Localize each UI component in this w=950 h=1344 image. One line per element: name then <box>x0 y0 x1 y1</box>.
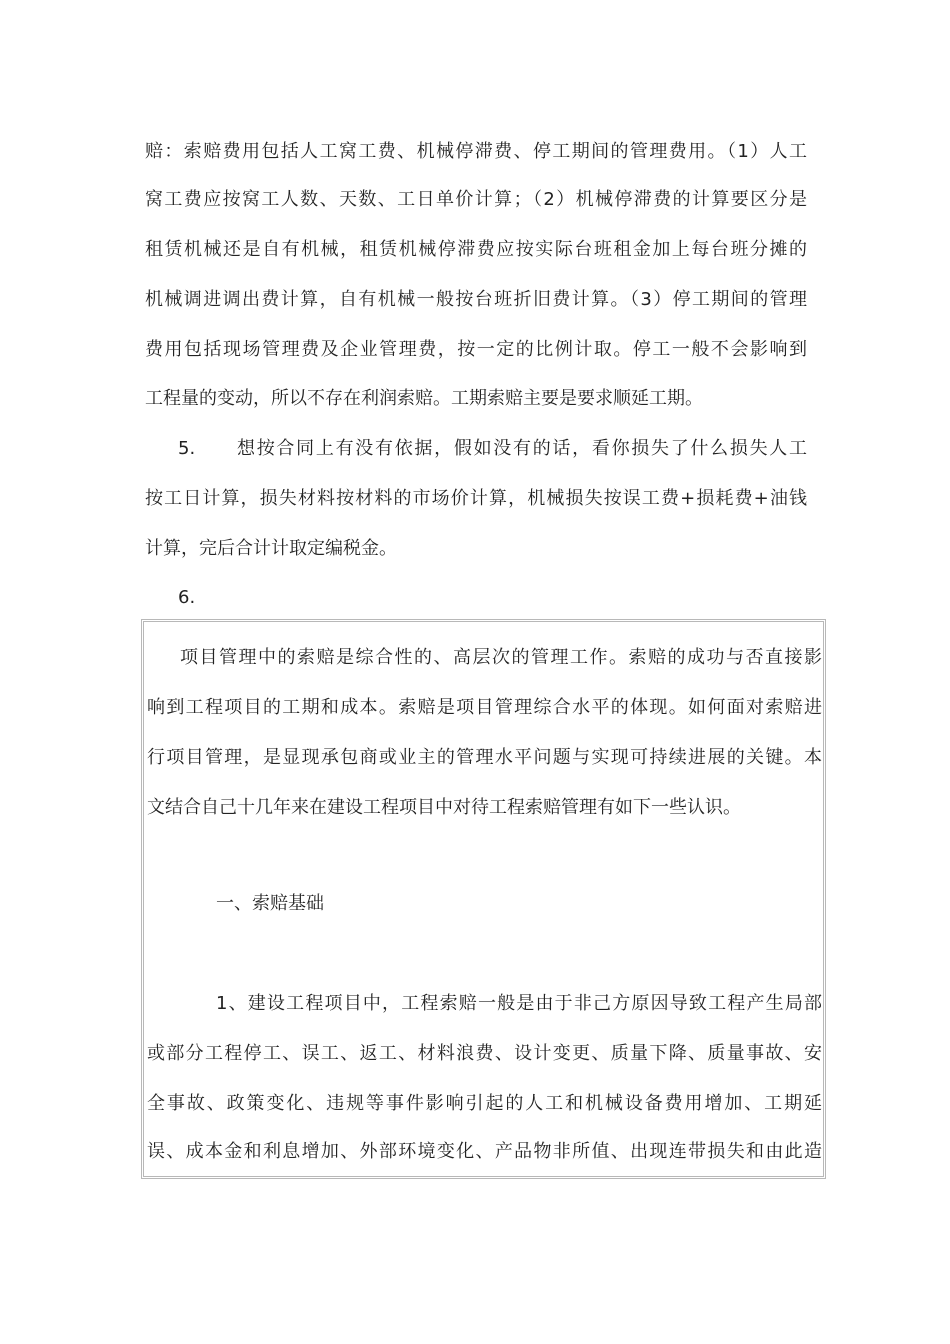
item-number: 5. <box>178 438 196 459</box>
text-line: 文结合自己十几年来在建设工程项目中对待工程索赔管理有如下一些认识。 <box>147 797 741 818</box>
text-line: 1、建设工程项目中，工程索赔一般是由于非己方原因导致工程产生局部 <box>216 993 822 1014</box>
text-line: 响到工程项目的工期和成本。索赔是项目管理综合水平的体现。如何面对索赔进 <box>147 697 822 718</box>
text-line: 项目管理中的索赔是综合性的、高层次的管理工作。索赔的成功与否直接影 <box>180 647 822 668</box>
text-line: 全事故、政策变化、违规等事件影响引起的人工和机械设备费用增加、工期延 <box>147 1093 822 1114</box>
text-line: 机械调进调出费计算，自有机械一般按台班折旧费计算。（3）停工期间的管理 <box>145 289 807 310</box>
article-box <box>141 619 826 1179</box>
text-line: 赔：索赔费用包括人工窝工费、机械停滞费、停工期间的管理费用。（1）人工 <box>145 141 807 162</box>
text-line: 工程量的变动，所以不存在利润索赔。工期索赔主要是要求顺延工期。 <box>145 388 703 409</box>
text-line: 计算，完后合计计取定编税金。 <box>145 538 397 559</box>
text-line: 想按合同上有没有依据，假如没有的话，看你损失了什么损失人工 <box>237 438 807 459</box>
text-line: 租赁机械还是自有机械，租赁机械停滞费应按实际台班租金加上每台班分摊的 <box>145 239 807 260</box>
section-heading: 一、索赔基础 <box>216 893 324 914</box>
text-line: 按工日计算，损失材料按材料的市场价计算，机械损失按误工费+损耗费+油钱 <box>145 488 807 509</box>
text-line: 费用包括现场管理费及企业管理费，按一定的比例计取。停工一般不会影响到 <box>145 339 807 360</box>
text-line: 误、成本金和利息增加、外部环境变化、产品物非所值、出现连带损失和由此造 <box>147 1141 822 1162</box>
text-line: 或部分工程停工、误工、返工、材料浪费、设计变更、质量下降、质量事故、安 <box>147 1043 822 1064</box>
text-line: 窝工费应按窝工人数、天数、工日单价计算；（2）机械停滞费的计算要区分是 <box>145 189 807 210</box>
text-line: 行项目管理，是显现承包商或业主的管理水平问题与实现可持续进展的关键。本 <box>147 747 822 768</box>
item-number: 6. <box>178 587 196 608</box>
